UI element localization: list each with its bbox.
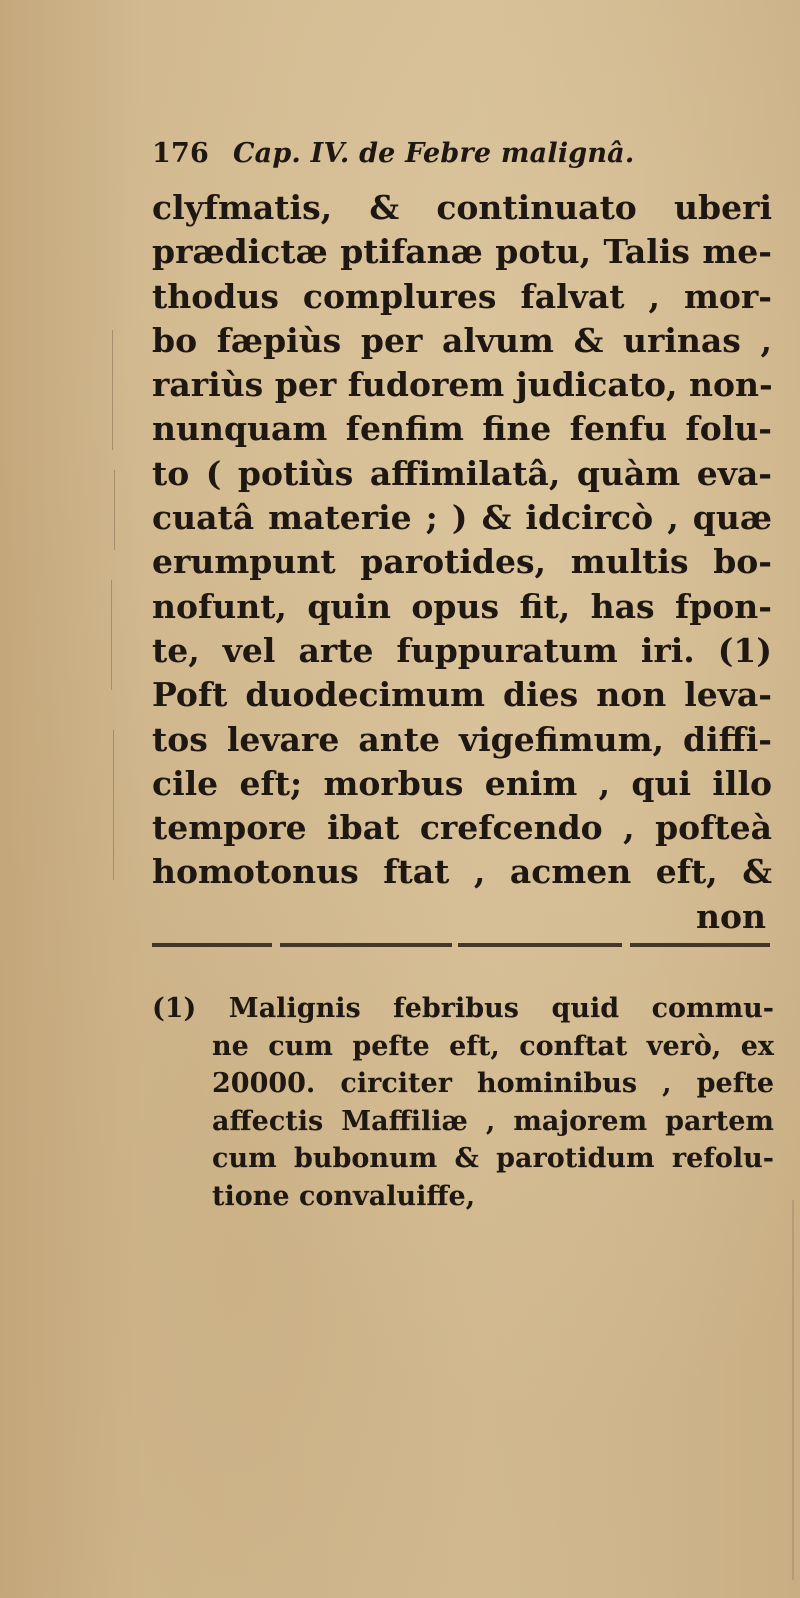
text-line: homotonus ftat , acmen eft, & — [152, 852, 772, 892]
page-number: 176 — [152, 138, 209, 169]
text-line: te, vel arte fuppuratum iri. (1) — [152, 630, 772, 670]
text-line: tos levare ante vigefimum, diffi- — [152, 719, 772, 759]
text-line: cuatâ materie ; ) & idcircò , quæ — [152, 498, 772, 538]
text-line: nofunt, quin opus fit, has fpon- — [152, 586, 772, 626]
footnote-line: 20000. circiter hominibus , pefte — [212, 1068, 774, 1100]
text-line: Poft duodecimum dies non leva- — [152, 675, 772, 715]
text-line: tempore ibat crefcendo , pofteà — [152, 808, 772, 848]
text-line: to ( potiùs affimilatâ, quàm eva- — [152, 453, 772, 493]
text-line: clyfmatis, & continuato uberi — [152, 188, 772, 227]
footnote-line: cum bubonum & parotidum refolu- — [212, 1143, 774, 1175]
footnote-line: (1) Malignis febribus quid commu- — [152, 993, 774, 1024]
page-edge-marks — [60, 330, 120, 890]
text-line: thodus complures falvat , mor- — [152, 276, 772, 316]
catchword: non — [696, 896, 766, 936]
text-line: prædictæ ptifanæ potu, Talis me- — [152, 232, 772, 272]
text-line: nunquam fenfim fine fenfu folu- — [152, 409, 772, 449]
footnote-block — [152, 990, 774, 1216]
chapter-title: Cap. IV. de Febre malignâ. — [232, 138, 635, 169]
footnote-divider — [152, 943, 770, 947]
page-edge-shadow — [792, 1200, 794, 1580]
text-line: rariùs per fudorem judicato, non- — [152, 365, 773, 405]
running-head — [152, 138, 772, 169]
text-line: bo fæpiùs per alvum & urinas , — [152, 320, 772, 360]
footnote-line: tione convaluiffe, — [212, 1180, 476, 1212]
footnote-line: affectis Maffiliæ , majorem partem — [212, 1105, 774, 1137]
text-line: erumpunt parotides, multis bo- — [152, 542, 772, 582]
main-text-block — [152, 186, 772, 939]
text-line: cile eft; morbus enim , qui illo — [152, 763, 772, 803]
footnote-line: ne cum pefte eft, conftat verò, ex — [212, 1030, 774, 1062]
